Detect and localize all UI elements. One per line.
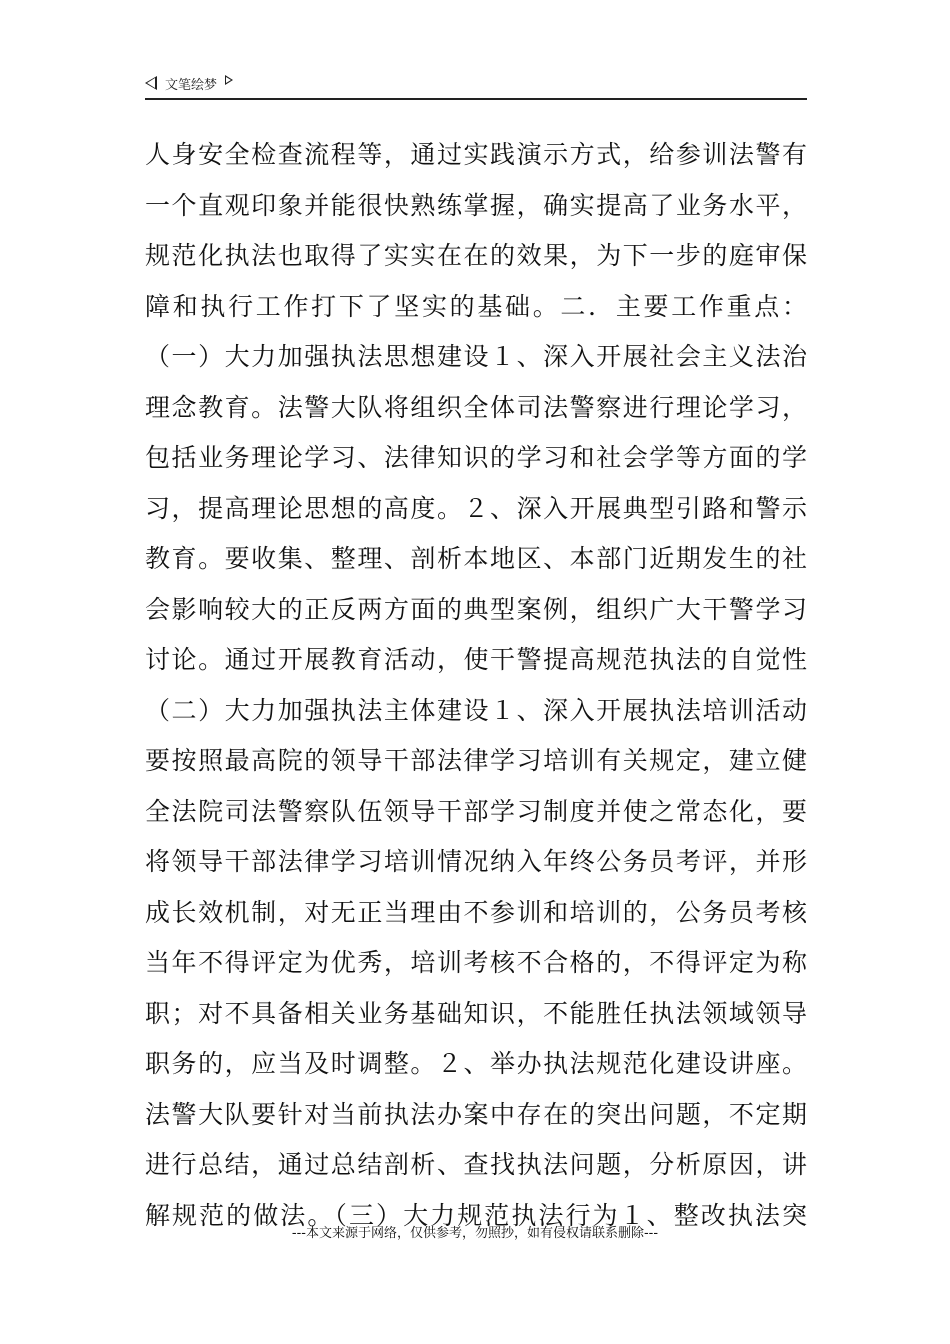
body-line: 理念教育。法警大队将组织全体司法警察进行理论学习， bbox=[145, 392, 807, 422]
body-line: 全法院司法警察队伍领导干部学习制度并使之常态化，要 bbox=[145, 796, 807, 826]
body-line: 将领导干部法律学习培训情况纳入年终公务员考评，并形 bbox=[145, 847, 807, 876]
body-line: 成长效机制，对无正当理由不参训和培训的，公务员考核 bbox=[145, 897, 807, 927]
body-line: 规范化执法也取得了实实在在的效果，为下一步的庭审保 bbox=[145, 241, 807, 270]
body-line: 法警大队要针对当前执法办案中存在的突出问题，不定期 bbox=[145, 1099, 807, 1129]
body-line: 障和执行工作打下了坚实的基础。二．主要工作重点： bbox=[145, 291, 807, 321]
page-header bbox=[145, 72, 807, 100]
body-line: 包括业务理论学习、法律知识的学习和社会学等方面的学 bbox=[145, 443, 807, 472]
document-body bbox=[145, 130, 807, 1241]
body-line: 要按照最高院的领导干部法律学习培训有关规定，建立健 bbox=[145, 746, 807, 775]
triangle-left-outline-icon bbox=[145, 76, 157, 90]
body-line: 人身安全检查流程等，通过实践演示方式，给参训法警有 bbox=[145, 140, 807, 169]
body-line: 教育。要收集、整理、剖析本地区、本部门近期发生的社 bbox=[145, 544, 807, 573]
body-line: 一个直观印象并能很快熟练掌握，确实提高了业务水平， bbox=[145, 190, 807, 220]
body-line: 当年不得评定为优秀，培训考核不合格的，不得评定为称 bbox=[145, 948, 807, 977]
body-line: 职；对不具备相关业务基础知识，不能胜任执法领域领导 bbox=[145, 998, 807, 1028]
triangle-right-outline-icon bbox=[225, 75, 233, 85]
header-brand bbox=[145, 72, 233, 94]
body-line: （一）大力加强执法思想建设１、深入开展社会主义法治 bbox=[145, 342, 807, 371]
body-line: 进行总结，通过总结剖析、查找执法问题，分析原因，讲 bbox=[145, 1150, 807, 1179]
body-line: 职务的，应当及时调整。２、举办执法规范化建设讲座。 bbox=[145, 1049, 807, 1078]
page-footer-disclaimer: ---本文来源于网络，仅供参考，勿照抄，如有侵权请联系删除--- bbox=[291, 1226, 659, 1241]
body-line: 讨论。通过开展教育活动，使干警提高规范执法的自觉性 bbox=[145, 645, 807, 674]
body-line: 习，提高理论思想的高度。２、深入开展典型引路和警示 bbox=[145, 493, 807, 523]
body-line: 解规范的做法。（三）大力规范执法行为１、整改执法突 bbox=[145, 1200, 807, 1230]
body-line: （二）大力加强执法主体建设１、深入开展执法培训活动 bbox=[145, 695, 807, 725]
body-line: 会影响较大的正反两方面的典型案例，组织广大干警学习 bbox=[145, 594, 807, 624]
header-title: 文笔绘梦 bbox=[165, 77, 218, 93]
